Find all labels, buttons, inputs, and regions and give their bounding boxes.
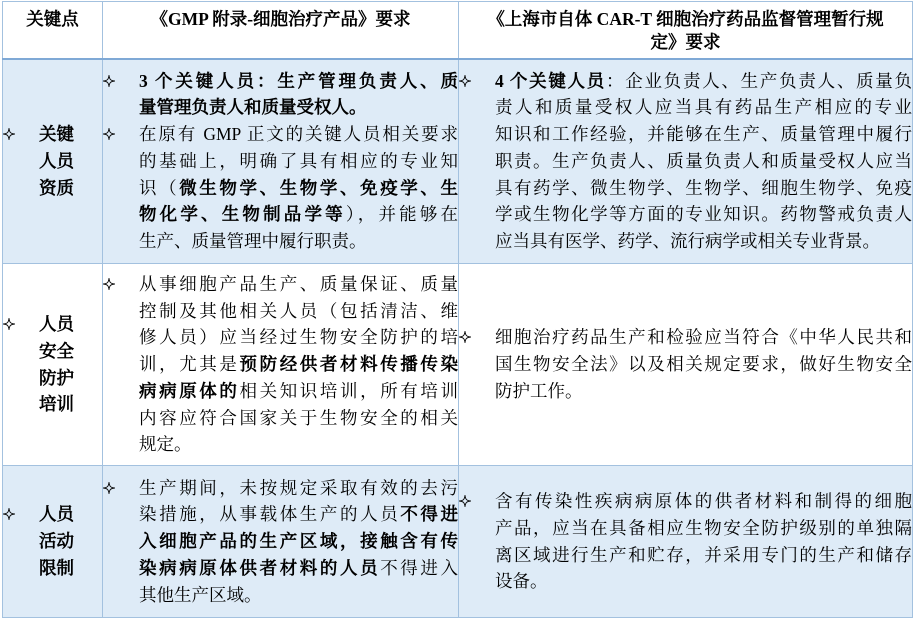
gmp-requirement-cell — [103, 264, 459, 466]
text-segment: 应当具有医学、药学、流行病学或相关专业背景。 — [495, 231, 880, 252]
header-key-point — [3, 2, 103, 59]
requirement-text-line — [495, 148, 912, 175]
text-segment: 离区域进行生产和贮存，并采用专门的生产和储存 — [495, 544, 912, 565]
bullet-star-icon — [103, 128, 115, 140]
requirement-text-line — [139, 405, 458, 432]
text-segment: 知识和工作经验，并能够在生产、质量管理中履行 — [495, 124, 912, 145]
key-point-label-line: 人员 — [39, 314, 74, 334]
requirement-text-line — [495, 175, 912, 202]
requirement-text-line — [495, 515, 912, 542]
requirement-text-line — [495, 351, 912, 378]
requirement-text-line — [139, 94, 458, 121]
header-gmp-requirements — [103, 2, 459, 59]
bullet-star-icon — [459, 75, 471, 87]
shanghai-requirement-item — [459, 488, 912, 595]
bullet-star-icon — [103, 75, 115, 87]
text-segment: 学或生物化学等方面的专业知识。药物警戒负责人 — [495, 204, 912, 225]
comparison-table — [2, 1, 913, 618]
text-segment: 其他生产区域。 — [139, 584, 262, 605]
requirement-text-line — [139, 582, 458, 609]
text-segment: 防护工作。 — [495, 380, 583, 401]
requirement-text-line — [139, 378, 458, 405]
text-segment: 染措施，从事载体生产的人员 — [139, 504, 401, 525]
text-segment: 内容应符合国家关于生物安全的相关 — [139, 407, 458, 428]
text-segment: 设备。 — [495, 571, 548, 592]
requirement-text-line — [495, 68, 912, 95]
text-segment: 训，尤其是 — [139, 354, 240, 375]
header-shanghai-label-line: 《上海市自体 CAR-T 细胞治疗药品监督管理暂行规 — [487, 9, 884, 29]
text-segment: ：企业负责人、生产负责人、质量负 — [606, 70, 913, 91]
table-row — [3, 264, 913, 466]
header-gmp-label: 《GMP 附录-细胞治疗产品》要求 — [150, 9, 411, 29]
bold-text-segment: 物化学、生物制品学等 — [139, 204, 346, 225]
text-segment: 具有药学、微生物学、生物学、细胞生物学、免疫 — [495, 177, 912, 198]
requirement-text-line — [139, 501, 458, 528]
gmp-requirement-item — [103, 121, 458, 255]
text-segment: 识（ — [139, 177, 180, 198]
header-key-point-label: 关键点 — [26, 9, 79, 29]
gmp-requirement-item — [103, 475, 458, 609]
key-point-item — [3, 121, 102, 201]
bullet-star-icon — [459, 495, 471, 507]
requirement-text-line — [139, 228, 458, 255]
text-segment: 含有传染性疾病病原体的供者材料和制得的细胞 — [495, 491, 912, 511]
requirement-text-line — [139, 201, 458, 228]
requirement-text-line — [139, 271, 458, 298]
bullet-star-icon — [3, 128, 15, 140]
table-row — [3, 466, 913, 618]
header-shanghai-requirements — [459, 2, 913, 59]
key-point-label-line: 人员 — [39, 150, 74, 171]
key-point-cell — [3, 59, 103, 264]
requirement-text-line — [139, 351, 458, 378]
key-point-label-line: 关键 — [39, 124, 74, 145]
bullet-star-icon — [103, 278, 115, 290]
bullet-star-icon — [103, 482, 115, 494]
shanghai-requirement-item — [459, 68, 912, 255]
text-segment: 生产、质量管理中履行职责。 — [139, 231, 367, 252]
key-point-item — [3, 311, 102, 418]
text-segment: 的基础上，明确了具有相应的专业知 — [139, 150, 458, 171]
text-segment: 修人员）应当经过生物安全防护的培 — [139, 327, 458, 348]
key-point-label-line: 防护 — [39, 367, 74, 388]
text-segment: 相关知识培训，所有培训 — [239, 380, 458, 401]
key-point-label-line: 资质 — [39, 177, 74, 198]
requirement-text-line — [139, 298, 458, 325]
shanghai-requirement-cell — [459, 264, 913, 466]
header-row — [3, 2, 913, 59]
table-body — [3, 59, 913, 618]
bullet-star-icon — [459, 331, 471, 343]
shanghai-requirement-item — [459, 324, 912, 404]
key-point-label-line: 限制 — [39, 557, 74, 578]
gmp-requirement-cell — [103, 466, 459, 618]
requirement-text-line — [495, 121, 912, 148]
bold-text-segment: 4 个关键人员 — [495, 70, 607, 91]
requirement-text-line — [139, 431, 458, 458]
requirement-text-line — [495, 542, 912, 569]
table-row — [3, 59, 913, 264]
text-segment: 产品，应当在具备相应生物安全防护级别的单独隔 — [495, 517, 912, 538]
requirement-text-line — [495, 228, 912, 255]
shanghai-requirement-cell — [459, 59, 913, 264]
requirement-text-line — [139, 475, 458, 502]
gmp-requirement-cell — [103, 59, 459, 264]
bold-text-segment: 病病原体的 — [139, 380, 240, 401]
text-segment: 在原有 GMP 正文的关键人员相关要求 — [139, 124, 458, 145]
requirement-text-line — [495, 568, 912, 595]
requirement-text-line — [139, 528, 458, 555]
key-point-cell — [3, 466, 103, 618]
key-point-label-line: 安全 — [39, 340, 74, 361]
text-segment: ），并能够在 — [345, 204, 459, 225]
text-segment: 不得进入 — [380, 557, 459, 578]
bold-text-segment: 预防经供者材料传播传染 — [239, 354, 458, 375]
text-segment: 责人和质量受权人应当具有药品生产相应的专业 — [495, 97, 912, 118]
text-segment: 职责。生产负责人、质量负责人和质量受权人应当 — [495, 150, 912, 171]
key-point-label-line: 培训 — [39, 394, 74, 415]
text-segment: 规定。 — [139, 434, 192, 455]
requirement-text-line — [139, 175, 458, 202]
gmp-requirement-item — [103, 68, 458, 122]
gmp-requirement-item — [103, 271, 458, 458]
requirement-text-line — [495, 378, 912, 405]
requirement-text-line — [139, 555, 458, 582]
text-segment: 生产期间，未按规定采取有效的去污 — [139, 477, 458, 498]
key-point-label-line: 活动 — [39, 531, 74, 552]
header-shanghai-label-line: 定》要求 — [650, 32, 721, 52]
key-point-item — [3, 501, 102, 581]
text-segment: 国生物安全法》以及相关规定要求，做好生物安全 — [495, 354, 912, 375]
requirement-text-line — [139, 68, 458, 95]
text-segment: 细胞治疗药品生产和检验应当符合《中华人民共和 — [495, 327, 912, 348]
bold-text-segment: 3 个关键人员：生产管理负责人、质 — [139, 70, 458, 91]
bullet-star-icon — [3, 318, 15, 330]
bold-text-segment: 入细胞产品的生产区域，接触含有传 — [139, 531, 458, 552]
requirement-text-line — [495, 201, 912, 228]
requirement-text-line — [139, 324, 458, 351]
requirement-text-line — [495, 488, 912, 515]
key-point-label-line: 人员 — [39, 504, 74, 525]
bullet-star-icon — [3, 508, 15, 520]
requirement-text-line — [495, 94, 912, 121]
text-segment: 从事细胞产品生产、质量保证、质量 — [139, 273, 458, 294]
shanghai-requirement-cell — [459, 466, 913, 618]
requirement-text-line — [139, 121, 458, 148]
bold-text-segment: 微生物学、生物学、免疫学、生 — [179, 177, 459, 198]
bold-text-segment: 染病病原体供者材料的人员 — [139, 557, 381, 578]
requirement-text-line — [495, 324, 912, 351]
bold-text-segment: 量管理负责人和质量受权人。 — [139, 97, 367, 118]
key-point-cell — [3, 264, 103, 466]
bold-text-segment: 不得进 — [400, 504, 459, 525]
requirement-text-line — [139, 148, 458, 175]
text-segment: 控制及其他相关人员（包括清洁、维 — [139, 300, 458, 321]
